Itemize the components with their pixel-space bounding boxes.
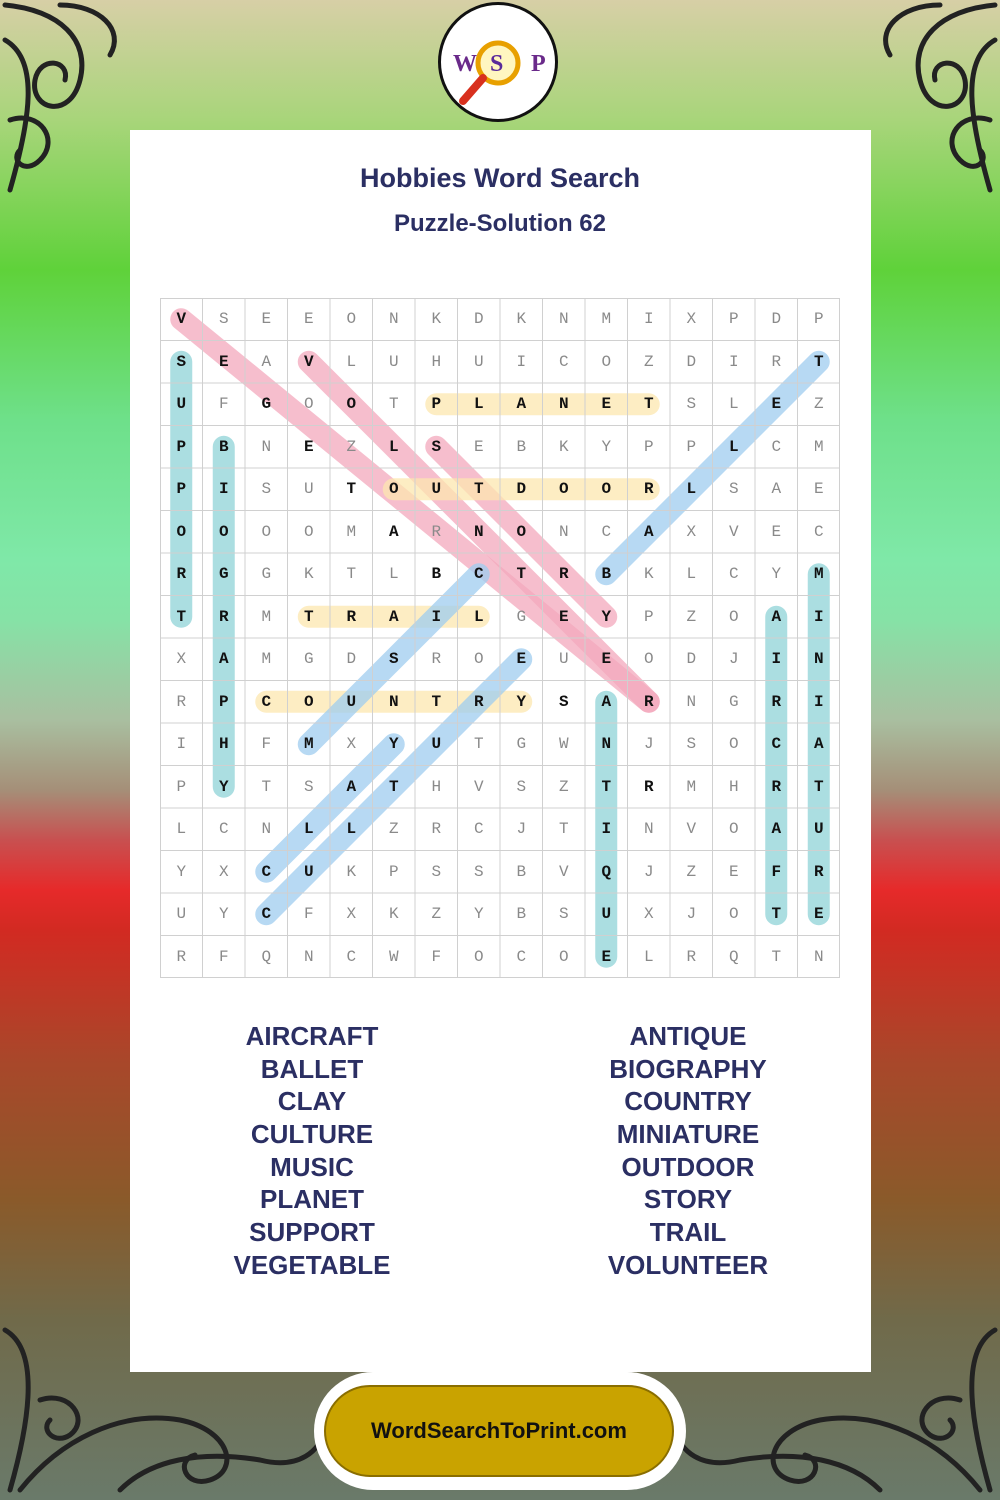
grid-cell[interactable]: W bbox=[558, 735, 569, 754]
logo-letter-w: W bbox=[453, 51, 477, 77]
grid-cell[interactable]: O bbox=[643, 650, 654, 669]
grid-cell[interactable]: G bbox=[303, 650, 314, 669]
grid-cell[interactable]: B bbox=[516, 905, 527, 924]
grid-cell[interactable]: M bbox=[813, 437, 824, 456]
grid-cell[interactable]: C bbox=[516, 947, 527, 966]
grid-cell[interactable]: R bbox=[431, 820, 442, 839]
grid-cell[interactable]: O bbox=[728, 905, 739, 924]
word-list-item: ANTIQUE bbox=[629, 1021, 747, 1051]
grid-cell[interactable]: A bbox=[813, 735, 824, 754]
grid-cell[interactable]: N bbox=[643, 820, 654, 839]
grid-cell[interactable]: S bbox=[176, 352, 187, 371]
grid-cell[interactable]: L bbox=[303, 820, 314, 839]
grid-cell[interactable]: P bbox=[686, 437, 697, 456]
grid-cell[interactable]: S bbox=[728, 480, 739, 499]
grid-cell[interactable]: U bbox=[346, 692, 357, 711]
grid-cell[interactable]: K bbox=[388, 905, 399, 924]
grid-cell[interactable]: Z bbox=[813, 395, 824, 414]
grid-cell[interactable]: B bbox=[218, 437, 229, 456]
grid-cell[interactable]: J bbox=[643, 735, 654, 754]
grid-cell[interactable]: E bbox=[771, 395, 782, 414]
grid-cell[interactable]: T bbox=[388, 395, 399, 414]
grid-cell[interactable]: E bbox=[601, 395, 612, 414]
grid-cell[interactable]: O bbox=[261, 522, 272, 541]
grid-cell[interactable]: K bbox=[346, 862, 357, 881]
grid-cell[interactable]: O bbox=[473, 947, 484, 966]
grid-cell[interactable]: E bbox=[303, 437, 314, 456]
website-banner[interactable] bbox=[314, 1372, 686, 1490]
grid-cell[interactable]: Z bbox=[558, 777, 569, 796]
word-list-item: BIOGRAPHY bbox=[609, 1053, 767, 1084]
grid-cell[interactable]: O bbox=[728, 820, 739, 839]
grid-cell[interactable]: S bbox=[558, 692, 569, 711]
grid-cell[interactable]: C bbox=[261, 862, 272, 881]
grid-cell[interactable]: I bbox=[643, 310, 654, 329]
grid-cell[interactable]: P bbox=[176, 480, 187, 499]
grid-cell[interactable]: S bbox=[473, 862, 484, 881]
grid-cell[interactable]: G bbox=[516, 735, 527, 754]
grid-cell[interactable]: A bbox=[771, 480, 782, 499]
grid-cell[interactable]: E bbox=[473, 437, 484, 456]
grid-cell[interactable]: O bbox=[346, 310, 357, 329]
word-list-item: CULTURE bbox=[250, 1119, 374, 1150]
grid-cell[interactable]: U bbox=[303, 862, 314, 881]
grid-cell[interactable]: A bbox=[388, 607, 399, 626]
grid-cell[interactable]: H bbox=[728, 777, 739, 796]
grid-cell[interactable]: N bbox=[388, 310, 399, 329]
grid-cell[interactable]: T bbox=[346, 565, 357, 584]
grid-cell[interactable]: O bbox=[303, 692, 314, 711]
grid-cell[interactable]: S bbox=[686, 395, 697, 414]
grid-cell[interactable]: Q bbox=[601, 862, 612, 881]
grid-cell[interactable]: I bbox=[431, 607, 442, 626]
grid-cell[interactable]: N bbox=[558, 395, 569, 414]
grid-cell[interactable]: R bbox=[218, 607, 229, 626]
grid-cell[interactable]: X bbox=[686, 310, 697, 329]
grid-cell[interactable]: F bbox=[431, 947, 442, 966]
word-list-item: VOLUNTEER bbox=[607, 1249, 769, 1280]
grid-cell[interactable]: G bbox=[516, 607, 527, 626]
grid-cell[interactable]: U bbox=[176, 905, 187, 924]
grid-cell[interactable]: L bbox=[473, 395, 484, 414]
grid-cell[interactable]: O bbox=[728, 607, 739, 626]
grid-cell[interactable]: O bbox=[176, 522, 187, 541]
grid-cell[interactable]: R bbox=[771, 777, 782, 796]
grid-cell[interactable]: E bbox=[558, 607, 569, 626]
grid-cell[interactable]: T bbox=[176, 607, 187, 626]
letter-grid bbox=[160, 298, 840, 978]
grid-cell[interactable]: T bbox=[473, 480, 484, 499]
grid-cell[interactable]: J bbox=[643, 862, 654, 881]
grid-cell[interactable]: C bbox=[261, 692, 272, 711]
grid-cell[interactable]: I bbox=[601, 820, 612, 839]
grid-cell[interactable]: Z bbox=[643, 352, 654, 371]
grid-cell[interactable]: R bbox=[176, 565, 187, 584]
grid-cell[interactable]: O bbox=[601, 480, 612, 499]
grid-cell[interactable]: T bbox=[346, 480, 357, 499]
grid-cell[interactable]: U bbox=[303, 480, 314, 499]
grid-cell[interactable]: C bbox=[473, 820, 484, 839]
grid-cell[interactable]: S bbox=[686, 735, 697, 754]
grid-cell[interactable]: X bbox=[686, 522, 697, 541]
grid-cell[interactable]: P bbox=[643, 607, 654, 626]
grid-cell[interactable]: X bbox=[176, 650, 187, 669]
grid-cell[interactable]: U bbox=[176, 395, 187, 414]
grid-cell[interactable]: O bbox=[303, 522, 314, 541]
grid-cell[interactable]: V bbox=[558, 862, 569, 881]
grid-cell[interactable]: R bbox=[771, 352, 782, 371]
word-list-item: PLANET bbox=[260, 1184, 364, 1215]
grid-cell[interactable]: L bbox=[473, 607, 484, 626]
grid-cell[interactable]: S bbox=[431, 437, 442, 456]
grid-cell[interactable]: T bbox=[473, 735, 484, 754]
grid-cell[interactable]: A bbox=[643, 522, 654, 541]
grid-cell[interactable]: F bbox=[261, 735, 272, 754]
grid-cell[interactable]: M bbox=[601, 310, 612, 329]
grid-cell[interactable]: L bbox=[346, 352, 357, 371]
grid-cell[interactable]: B bbox=[601, 565, 612, 584]
word-list-item: AIRCRAFT bbox=[245, 1021, 379, 1051]
grid-cell[interactable]: H bbox=[431, 777, 442, 796]
grid-cell[interactable]: P bbox=[431, 395, 442, 414]
grid-cell[interactable]: S bbox=[218, 310, 229, 329]
grid-cell[interactable]: A bbox=[516, 395, 527, 414]
grid-cell[interactable]: U bbox=[558, 650, 569, 669]
grid-cell[interactable]: U bbox=[431, 735, 442, 754]
grid-cell[interactable]: E bbox=[303, 310, 314, 329]
grid-cell[interactable]: P bbox=[643, 437, 654, 456]
grid-cell[interactable]: T bbox=[601, 777, 612, 796]
grid-cell[interactable]: Y bbox=[473, 905, 484, 924]
grid-cell[interactable]: P bbox=[728, 310, 739, 329]
grid-cell[interactable]: S bbox=[516, 777, 527, 796]
grid-cell[interactable]: M bbox=[261, 650, 272, 669]
grid-cell[interactable]: L bbox=[176, 820, 187, 839]
grid-cell[interactable]: O bbox=[388, 480, 399, 499]
grid-cell[interactable]: T bbox=[771, 947, 782, 966]
grid-cell[interactable]: X bbox=[346, 905, 357, 924]
grid-cell[interactable]: Z bbox=[388, 820, 399, 839]
grid-cell[interactable]: V bbox=[728, 522, 739, 541]
grid-cell[interactable]: C bbox=[771, 735, 782, 754]
grid-cell[interactable]: J bbox=[686, 905, 697, 924]
grid-cell[interactable]: I bbox=[728, 352, 739, 371]
grid-cell[interactable]: T bbox=[771, 905, 782, 924]
grid-cell[interactable]: D bbox=[686, 352, 697, 371]
word-list-item: SUPPORT bbox=[249, 1217, 375, 1248]
grid-cell[interactable]: C bbox=[218, 820, 229, 839]
grid-cell[interactable]: T bbox=[303, 607, 314, 626]
grid-cell[interactable]: V bbox=[303, 352, 314, 371]
word-list-item: MUSIC bbox=[270, 1151, 354, 1182]
grid-cell[interactable]: I bbox=[516, 352, 527, 371]
grid-cell[interactable]: E bbox=[813, 905, 824, 924]
grid-cell[interactable]: T bbox=[643, 395, 654, 414]
grid-cell[interactable]: V bbox=[176, 310, 187, 329]
grid-cell[interactable]: A bbox=[771, 607, 782, 626]
grid-cell[interactable]: F bbox=[218, 395, 229, 414]
grid-cell[interactable]: X bbox=[346, 735, 357, 754]
logo-letter-p: P bbox=[531, 51, 546, 77]
grid-cell[interactable]: C bbox=[728, 565, 739, 584]
grid-cell[interactable]: N bbox=[473, 522, 484, 541]
grid-cell[interactable]: N bbox=[558, 522, 569, 541]
grid-cell[interactable]: E bbox=[601, 650, 612, 669]
grid-cell[interactable]: L bbox=[686, 480, 697, 499]
grid-cell[interactable]: E bbox=[516, 650, 527, 669]
logo-letter-s: S bbox=[490, 51, 504, 77]
grid-cell[interactable]: A bbox=[346, 777, 357, 796]
grid-cell[interactable]: C bbox=[346, 947, 357, 966]
grid-cell[interactable]: F bbox=[303, 905, 314, 924]
word-list-item: VEGETABLE bbox=[233, 1249, 391, 1280]
grid-cell[interactable]: H bbox=[431, 352, 442, 371]
website-label[interactable]: WordSearchToPrint.com bbox=[324, 1385, 674, 1477]
grid-cell[interactable]: N bbox=[558, 310, 569, 329]
grid-cell[interactable]: L bbox=[686, 565, 697, 584]
grid-cell[interactable]: K bbox=[558, 437, 569, 456]
grid-cell[interactable]: K bbox=[431, 310, 442, 329]
grid-cell[interactable]: R bbox=[558, 565, 569, 584]
word-list-item: COUNTRY bbox=[624, 1086, 752, 1117]
grid-cell[interactable]: Z bbox=[686, 607, 697, 626]
grid-cell[interactable]: R bbox=[176, 692, 187, 711]
grid-cell[interactable]: Y bbox=[176, 862, 187, 881]
grid-cell[interactable]: Y bbox=[601, 437, 612, 456]
grid-cell[interactable]: I bbox=[813, 607, 824, 626]
grid-cell[interactable]: O bbox=[303, 395, 314, 414]
grid-cell[interactable]: M bbox=[686, 777, 697, 796]
grid-cell[interactable]: G bbox=[218, 565, 229, 584]
grid-cell[interactable]: M bbox=[303, 735, 314, 754]
grid-cell[interactable]: L bbox=[728, 437, 739, 456]
grid-cell[interactable]: E bbox=[813, 480, 824, 499]
grid-cell[interactable]: F bbox=[771, 862, 782, 881]
grid-cell[interactable]: C bbox=[601, 522, 612, 541]
grid-cell[interactable]: R bbox=[813, 862, 824, 881]
grid-cell[interactable]: O bbox=[728, 735, 739, 754]
word-list-item: MINIATURE bbox=[616, 1119, 760, 1150]
grid-cell[interactable]: B bbox=[516, 437, 527, 456]
grid-cell[interactable]: I bbox=[813, 692, 824, 711]
grid-cell[interactable]: A bbox=[601, 692, 612, 711]
grid-cell[interactable]: B bbox=[431, 565, 442, 584]
grid-cell[interactable]: D bbox=[516, 480, 527, 499]
grid-cell[interactable]: K bbox=[643, 565, 654, 584]
grid-cell[interactable]: N bbox=[388, 692, 399, 711]
grid-cell[interactable]: Y bbox=[218, 905, 229, 924]
grid-cell[interactable]: U bbox=[473, 352, 484, 371]
grid-cell[interactable]: B bbox=[516, 862, 527, 881]
grid-cell[interactable]: W bbox=[388, 947, 399, 966]
grid-cell[interactable]: T bbox=[813, 352, 824, 371]
grid-cell[interactable]: S bbox=[431, 862, 442, 881]
grid-cell[interactable]: E bbox=[728, 862, 739, 881]
grid-cell[interactable]: P bbox=[388, 862, 399, 881]
grid-cell[interactable]: S bbox=[261, 480, 272, 499]
grid-cell[interactable]: U bbox=[388, 352, 399, 371]
grid-cell[interactable]: S bbox=[558, 905, 569, 924]
grid-cell[interactable]: Z bbox=[346, 437, 357, 456]
grid-cell[interactable]: Y bbox=[388, 735, 399, 754]
grid-cell[interactable]: I bbox=[771, 650, 782, 669]
grid-cell[interactable]: E bbox=[771, 522, 782, 541]
grid-cell[interactable]: M bbox=[346, 522, 357, 541]
word-list-item: CLAY bbox=[277, 1086, 347, 1117]
grid-cell[interactable]: A bbox=[771, 820, 782, 839]
grid-cell[interactable]: Y bbox=[516, 692, 527, 711]
grid-cell[interactable]: R bbox=[431, 650, 442, 669]
grid-cell[interactable]: N bbox=[686, 692, 697, 711]
grid-cell[interactable]: X bbox=[218, 862, 229, 881]
page-subtitle: Puzzle-Solution 62 bbox=[393, 210, 606, 237]
grid-cell[interactable]: O bbox=[558, 480, 569, 499]
grid-cell[interactable]: C bbox=[813, 522, 824, 541]
grid-cell[interactable]: A bbox=[388, 522, 399, 541]
grid-cell[interactable]: R bbox=[473, 692, 484, 711]
grid-cell[interactable]: K bbox=[303, 565, 314, 584]
word-list-left bbox=[152, 1020, 472, 1282]
grid-cell[interactable]: D bbox=[686, 650, 697, 669]
grid-cell[interactable]: K bbox=[516, 310, 527, 329]
grid-cell[interactable]: O bbox=[473, 650, 484, 669]
grid-cell[interactable]: N bbox=[303, 947, 314, 966]
grid-cell[interactable]: G bbox=[728, 692, 739, 711]
grid-cell[interactable]: R bbox=[771, 692, 782, 711]
grid-cell[interactable]: Q bbox=[728, 947, 739, 966]
grid-cell[interactable]: N bbox=[601, 735, 612, 754]
grid-cell[interactable]: C bbox=[261, 905, 272, 924]
grid-cell[interactable]: N bbox=[261, 820, 272, 839]
grid-cell[interactable]: P bbox=[813, 310, 824, 329]
grid-cell[interactable]: L bbox=[388, 437, 399, 456]
grid-cell[interactable]: N bbox=[261, 437, 272, 456]
grid-cell[interactable]: C bbox=[771, 437, 782, 456]
grid-cell[interactable]: P bbox=[218, 692, 229, 711]
grid-cell[interactable]: T bbox=[431, 692, 442, 711]
word-list-item: STORY bbox=[643, 1184, 733, 1215]
grid-cell[interactable]: Z bbox=[431, 905, 442, 924]
grid-cell[interactable]: P bbox=[176, 437, 187, 456]
grid-cell[interactable]: T bbox=[261, 777, 272, 796]
grid-cell[interactable]: X bbox=[643, 905, 654, 924]
grid-cell[interactable]: L bbox=[728, 395, 739, 414]
grid-cell[interactable]: E bbox=[261, 310, 272, 329]
grid-cell[interactable]: O bbox=[516, 522, 527, 541]
grid-cell[interactable]: I bbox=[176, 735, 187, 754]
grid-cell[interactable]: T bbox=[813, 777, 824, 796]
grid-cell[interactable]: T bbox=[516, 565, 527, 584]
grid-cell[interactable]: G bbox=[261, 395, 272, 414]
grid-cell[interactable]: O bbox=[346, 395, 357, 414]
grid-cell[interactable]: D bbox=[346, 650, 357, 669]
grid-cell[interactable]: P bbox=[176, 777, 187, 796]
grid-cell[interactable]: R bbox=[643, 692, 654, 711]
grid-cell[interactable]: N bbox=[813, 947, 824, 966]
grid-cell[interactable]: R bbox=[346, 607, 357, 626]
grid-cell[interactable]: M bbox=[813, 565, 824, 584]
grid-cell[interactable]: R bbox=[643, 777, 654, 796]
word-list-right bbox=[528, 1020, 848, 1282]
grid-cell[interactable]: J bbox=[516, 820, 527, 839]
grid-cell[interactable]: L bbox=[346, 820, 357, 839]
grid-cell[interactable]: E bbox=[601, 947, 612, 966]
grid-cell[interactable]: S bbox=[388, 650, 399, 669]
grid-cell[interactable]: Z bbox=[686, 862, 697, 881]
grid-cell[interactable]: O bbox=[558, 947, 569, 966]
grid-cell[interactable]: A bbox=[218, 650, 229, 669]
grid-cell[interactable]: R bbox=[686, 947, 697, 966]
grid-cell[interactable]: T bbox=[558, 820, 569, 839]
grid-cell[interactable]: N bbox=[813, 650, 824, 669]
grid-cell[interactable]: C bbox=[473, 565, 484, 584]
grid-cell[interactable]: G bbox=[261, 565, 272, 584]
grid-cell[interactable]: C bbox=[558, 352, 569, 371]
grid-cell[interactable]: D bbox=[473, 310, 484, 329]
grid-cell[interactable]: T bbox=[388, 777, 399, 796]
grid-cell[interactable]: Y bbox=[601, 607, 612, 626]
page-title: Hobbies Word Search bbox=[359, 163, 641, 193]
grid-cell[interactable]: R bbox=[431, 522, 442, 541]
grid-cell[interactable]: Q bbox=[261, 947, 272, 966]
wsp-logo bbox=[438, 2, 558, 122]
grid-cell[interactable]: O bbox=[218, 522, 229, 541]
word-list-item: TRAIL bbox=[649, 1217, 727, 1248]
grid-cell[interactable]: L bbox=[388, 565, 399, 584]
grid-cell[interactable]: O bbox=[601, 352, 612, 371]
word-list-item: BALLET bbox=[260, 1053, 364, 1084]
grid-cell[interactable]: E bbox=[218, 352, 229, 371]
grid-cell[interactable]: U bbox=[601, 905, 612, 924]
grid-cell[interactable]: V bbox=[473, 777, 484, 796]
grid-cell[interactable]: Y bbox=[218, 777, 229, 796]
grid-cell[interactable]: U bbox=[431, 480, 442, 499]
grid-cell[interactable]: R bbox=[643, 480, 654, 499]
grid-cell[interactable]: V bbox=[686, 820, 697, 839]
grid-cell[interactable]: M bbox=[261, 607, 272, 626]
grid-cell[interactable]: Y bbox=[771, 565, 782, 584]
grid-cell[interactable]: I bbox=[218, 480, 229, 499]
grid-cell[interactable]: D bbox=[771, 310, 782, 329]
grid-cell[interactable]: H bbox=[218, 735, 229, 754]
grid-cell[interactable]: F bbox=[218, 947, 229, 966]
grid-cell[interactable]: R bbox=[176, 947, 187, 966]
grid-cell[interactable]: U bbox=[813, 820, 824, 839]
word-list-item: OUTDOOR bbox=[621, 1151, 755, 1182]
grid-cell[interactable]: S bbox=[303, 777, 314, 796]
grid-cell[interactable]: J bbox=[728, 650, 739, 669]
grid-cell[interactable]: A bbox=[261, 352, 272, 371]
grid-cell[interactable]: L bbox=[643, 947, 654, 966]
puzzle-grid-area bbox=[160, 298, 840, 978]
